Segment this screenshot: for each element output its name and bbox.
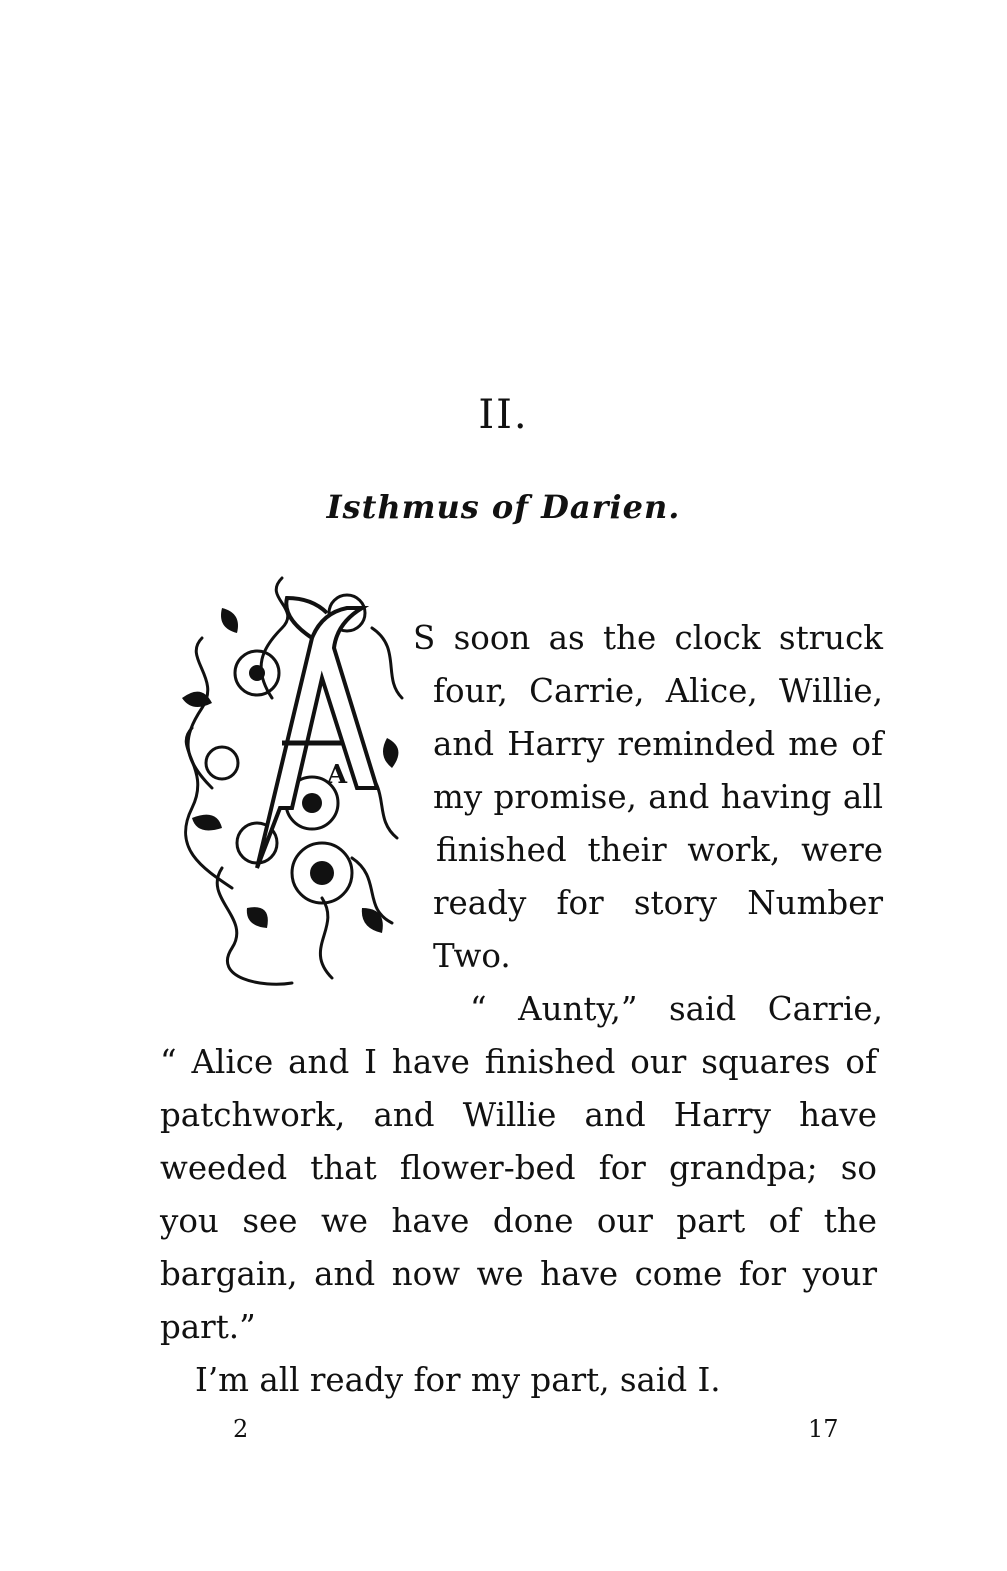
drop-cap-letter: A — [326, 760, 348, 790]
indented-line-1: S soon as the clock struck — [413, 619, 883, 657]
signature-mark: 2 — [233, 1415, 249, 1443]
quote-open-line: “ Aunty,” said Carrie, — [470, 990, 883, 1028]
body-line-6: part.” — [160, 1308, 256, 1346]
body-line-2: patchwork, and Willie and Harry have — [160, 1096, 877, 1134]
closing-line: I’m all ready for my part, said I. — [195, 1361, 721, 1399]
indented-line-6: ready for story Number — [433, 884, 883, 922]
body-line-5: bargain, and now we have come for your — [160, 1255, 877, 1293]
body-line-4: you see we have done our part of the — [160, 1202, 877, 1240]
indented-line-3: and Harry reminded me of — [433, 725, 883, 763]
chapter-number: II. — [478, 392, 529, 438]
drop-cap-ornament — [162, 568, 416, 1000]
body-line-3: weeded that flower-bed for grandpa; so — [160, 1149, 877, 1187]
body-line-1: “ Alice and I have finished our squares of — [160, 1043, 877, 1081]
indented-line-7: Two. — [433, 937, 511, 975]
chapter-title: Isthmus of Darien. — [326, 488, 681, 526]
page-number: 17 — [808, 1415, 839, 1443]
indented-line-4: my promise, and having all — [433, 778, 883, 816]
indented-line-2: four, Carrie, Alice, Willie, — [433, 672, 883, 710]
indented-line-5: finished their work, were — [436, 831, 883, 869]
